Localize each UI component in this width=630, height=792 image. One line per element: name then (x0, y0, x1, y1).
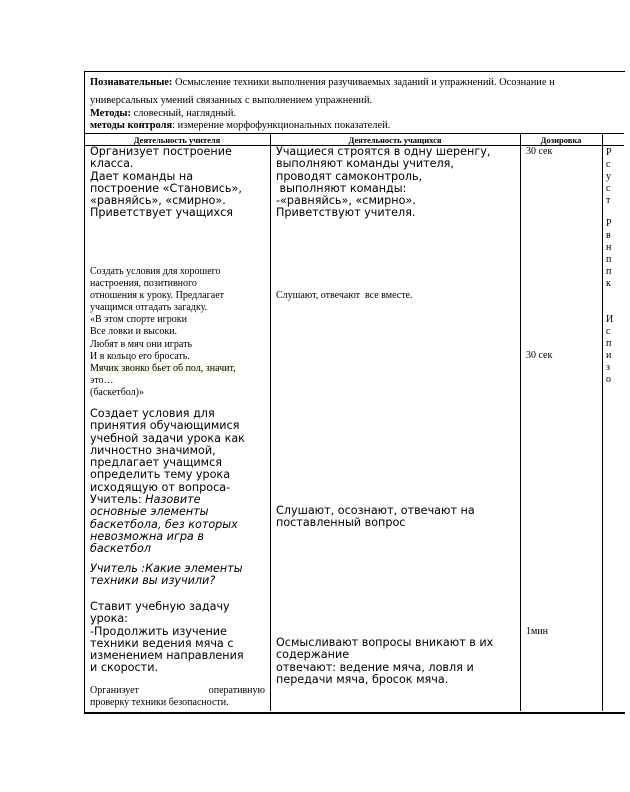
cutoff-char: с (606, 326, 611, 337)
column-header-students: Деятельность учащихся (348, 135, 442, 145)
safety-line-2: проверку техники безопасности. (90, 697, 229, 709)
text-line: Слушают, осознают, отвечают на (276, 504, 475, 517)
header-line-4 (90, 120, 630, 132)
question-line: невозможна игра в (90, 529, 204, 543)
cutoff-char: И (606, 314, 614, 325)
teacher-block-safety (90, 685, 265, 709)
text-line: выполняют команды: (276, 181, 407, 195)
text-line: передачи мяча, бросок мяча. (276, 672, 449, 686)
cutoff-char: з (606, 362, 610, 373)
text-line: выполняют команды учителя, (276, 157, 454, 171)
question-line: баскетбол (90, 542, 151, 556)
column-divider-2 (520, 133, 521, 711)
students-block-formation (276, 146, 490, 220)
text-line: Дает команды на (90, 169, 194, 183)
control-methods-text: : измерение морфофункциональных показателей. (172, 120, 391, 131)
text-line: поставленный вопрос (276, 516, 406, 530)
cutoff-char: Р (606, 147, 612, 158)
riddle-line: «В этом спорте игроки (90, 314, 187, 326)
riddle-line: (баскетбол)» (90, 386, 144, 398)
cutoff-char: п (606, 338, 612, 349)
riddle-line: Любят в мяч они играть (90, 338, 193, 350)
column-divider-1 (270, 133, 271, 711)
text-line: Осмысливают вопросы вникают в их (276, 636, 494, 649)
cutoff-char: у (606, 171, 611, 182)
text-line: отношения к уроку. Предлагает (90, 290, 224, 302)
students-block-listen (276, 505, 475, 530)
cutoff-char: п (606, 266, 612, 277)
header-line-3 (90, 108, 630, 120)
text-line: Приветствуют учителя. (276, 206, 416, 220)
cognitive-text: Осмысление техники выполнения разучиваемых заданий и упражнений. Осознание н (172, 77, 555, 88)
question-text: Назовите (145, 493, 201, 507)
cutoff-char: и (606, 350, 612, 361)
methods-text: словесный, наглядный. (130, 108, 237, 119)
riddle-line: И в кольцо его бросать. (90, 350, 190, 362)
text-line: класса. (90, 157, 134, 171)
question-line: техники вы изучили? (90, 574, 216, 588)
cutoff-char: н (606, 242, 612, 253)
text-line: учебной задачи урока как (90, 431, 245, 445)
students-block-answer (276, 637, 493, 686)
cutoff-column-block-1 (606, 147, 612, 207)
text-word: оперативную (208, 685, 265, 696)
text-line: принятия обучающимися (90, 419, 240, 433)
text-line: Создать условия для хорошего (90, 266, 221, 277)
text-line: Создает условия для (90, 407, 215, 420)
text-line: Организует построение (90, 145, 232, 158)
column-header-dose: Дозировка (540, 135, 582, 145)
text-line: отвечают: ведение мяча, ловля и (276, 660, 474, 674)
dose-1: 30 сек (526, 146, 553, 157)
riddle-highlight: Мячик звонко бьет об пол, значит, (90, 362, 236, 374)
cutoff-char: п (606, 254, 612, 265)
column-divider-3 (602, 133, 603, 711)
safety-line-1 (90, 685, 265, 697)
column-header-teacher: Деятельность учителя (133, 135, 221, 145)
cutoff-column-block-2 (606, 218, 612, 290)
dose-3: 1мин (526, 626, 549, 637)
cutoff-char: к (606, 278, 611, 289)
cutoff-char: т (606, 195, 611, 206)
dose-2: 30 сек (526, 350, 553, 361)
teacher-block-goal (90, 601, 244, 675)
header-line-2: универсальных умений связанных с выполнением упражнений. (90, 95, 373, 106)
cutoff-char: в (606, 230, 611, 241)
text-line: проводят самоконтроль, (276, 169, 423, 183)
text-line: содержание (276, 648, 350, 662)
text-line: изменением направления (90, 649, 244, 663)
text-line: техники ведения мяча с (90, 636, 234, 650)
cognitive-label: Познавательные: (90, 77, 173, 88)
control-methods-label: методы контроля (90, 120, 173, 131)
cutoff-char: с (606, 183, 611, 194)
text-line: настроения, позитивного (90, 278, 197, 290)
riddle-line: Все ловки и высоки. (90, 326, 178, 338)
text-word: Организует (90, 685, 139, 696)
teacher-block-question (90, 563, 243, 588)
text-line: -Продолжить изучение (90, 624, 227, 638)
text-line: построение «Становись», (90, 181, 242, 195)
text-line: исходящую от вопроса- (90, 480, 231, 494)
header-line-1 (90, 77, 630, 89)
teacher-label: Учитель: (90, 493, 146, 507)
question-line: Учитель :Какие элементы (90, 562, 243, 575)
text-line: Учащиеся строятся в одну шеренгу, (276, 145, 491, 158)
teacher-block-task (90, 408, 245, 556)
header-divider (84, 133, 624, 134)
teacher-block-mood (90, 266, 236, 399)
text-line: личностно значимой, (90, 443, 216, 457)
text-line: -«равняйсь», «смирно». (276, 194, 416, 208)
cutoff-column-block-3 (606, 314, 613, 386)
text-line: Приветствует учащихся (90, 206, 234, 220)
text-line: и скорости. (90, 661, 159, 675)
methods-label: Методы: (90, 108, 131, 119)
text-line: учащимся отгадать загадку. (90, 302, 208, 314)
text-line: определить тему урока (90, 468, 231, 482)
question-line: основные элементы (90, 505, 209, 519)
text-line: «равняйсь», «смирно». (90, 194, 226, 208)
text-line: Ставит учебную задачу (90, 600, 230, 613)
question-line: баскетбола, без которых (90, 517, 238, 531)
students-answer-riddle: Слушают, отвечают все вместе. (276, 290, 413, 301)
cutoff-char: с (606, 159, 611, 170)
cutoff-char: Р (606, 218, 612, 229)
teacher-block-formation (90, 146, 242, 220)
riddle-line-highlighted (90, 363, 236, 375)
cutoff-char: о (606, 374, 611, 385)
text-line: урока: (90, 612, 128, 626)
text-line: предлагает учащимся (90, 456, 222, 470)
riddle-line: это… (90, 374, 114, 386)
